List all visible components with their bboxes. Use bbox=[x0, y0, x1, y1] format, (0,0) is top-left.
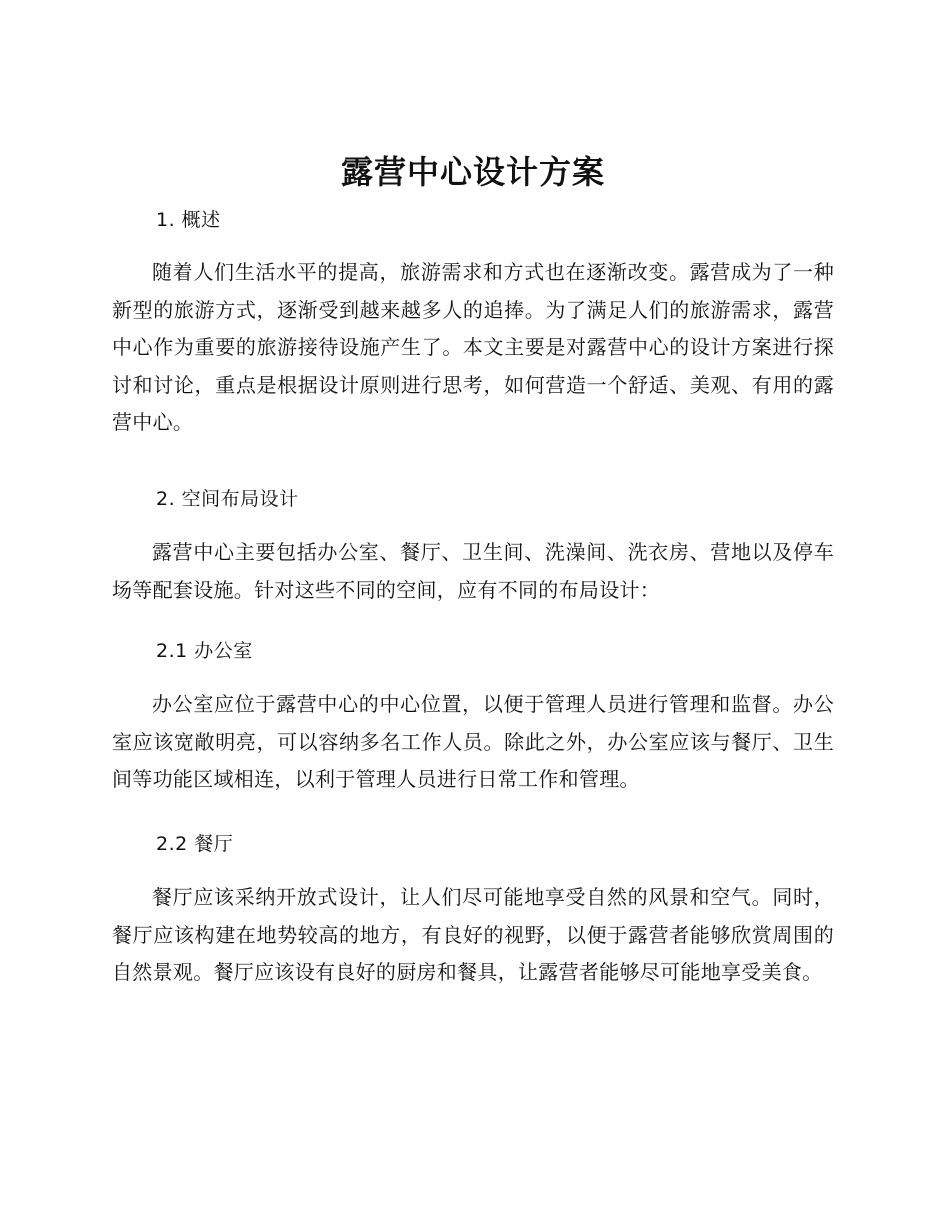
section-paragraph-overview: 随着人们生活水平的提高，旅游需求和方式也在逐渐改变。露营成为了一种新型的旅游方式，逐渐受到越来越多人的追捧。为了满足人们的旅游需求，露营中心作为重要的旅游接待设施产生了。本文主要是对露营中心的设计方案进行探讨和讨论，重点是根据设计原则进行思考，如何营造一个舒适、美观、有用的露营中心。 bbox=[112, 260, 834, 434]
section-heading-office: 2.1 办公室 bbox=[156, 640, 253, 662]
section-paragraph-restaurant: 餐厅应该采纳开放式设计，让人们尽可能地享受自然的风景和空气。同时，餐厅应该构建在地势较高的地方，有良好的视野，以便于露营者能够欣赏周围的自然景观。餐厅应该设有良好的厨房和餐具，让露营者能够尽可能地享受美食。 bbox=[112, 885, 834, 984]
section-paragraph-office: 办公室应位于露营中心的中心位置，以便于管理人员进行管理和监督。办公室应该宽敞明亮，可以容纳多名工作人员。除此之外，办公室应该与餐厅、卫生间等功能区域相连，以利于管理人员进行日常工作和管理。 bbox=[112, 692, 834, 791]
document-title: 露营中心设计方案 bbox=[340, 153, 605, 191]
section-heading-overview: 1. 概述 bbox=[156, 209, 221, 231]
section-paragraph-layout: 露营中心主要包括办公室、餐厅、卫生间、洗澡间、洗衣房、营地以及停车场等配套设施。针对这些不同的空间，应有不同的布局设计： bbox=[112, 540, 834, 602]
section-heading-restaurant: 2.2 餐厅 bbox=[156, 833, 234, 855]
section-heading-layout: 2. 空间布局设计 bbox=[156, 488, 299, 510]
